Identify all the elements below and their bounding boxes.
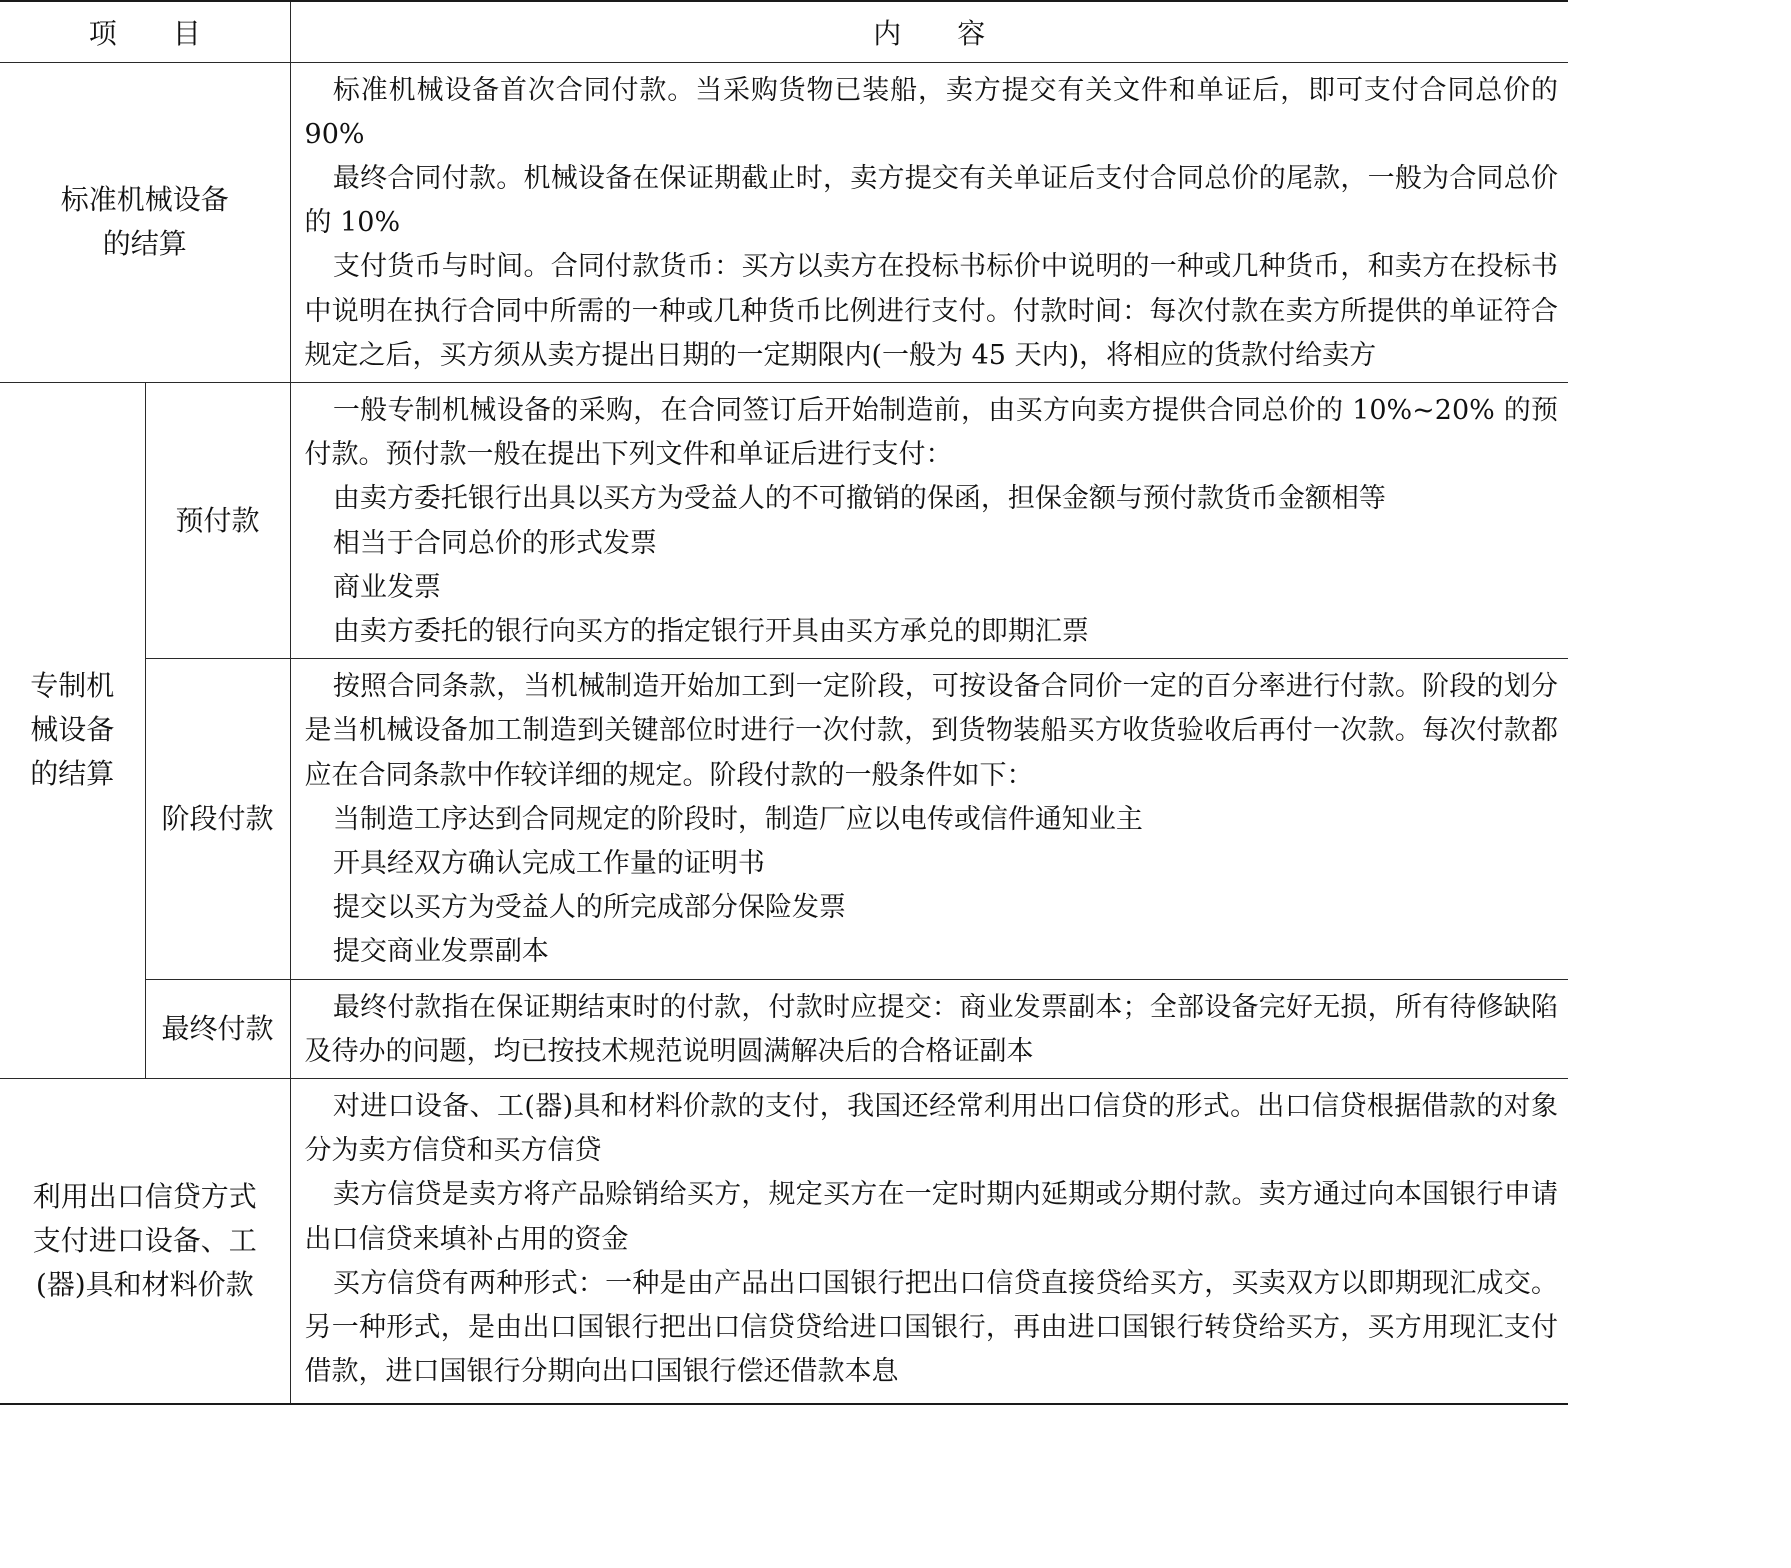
sub-label-stage xyxy=(145,659,290,979)
row-advance xyxy=(0,382,1568,658)
paragraph: 由卖方委托的银行向买方的指定银行开具由买方承兑的即期汇票 xyxy=(332,615,1089,647)
paragraph: 对进口设备、工(器)具和材料价款的支付，我国还经常利用出口信贷的形式。出口信贷根据借款的对象分为卖方信贷和买方信贷 xyxy=(304,1090,1559,1167)
header-item-label: 项 目 xyxy=(88,16,201,50)
content-standard xyxy=(290,62,1568,382)
header-content xyxy=(290,1,1568,62)
label-line: 械设备 xyxy=(30,713,115,747)
paragraph: 当制造工序达到合同规定的阶段时，制造厂应以电传或信件通知业主 xyxy=(332,803,1143,835)
content-export-credit xyxy=(290,1078,1568,1404)
paragraph: 商业发票 xyxy=(332,571,441,603)
label-line: 最终付款 xyxy=(161,1011,274,1045)
label-line: 利用出口信贷方式 xyxy=(32,1180,257,1214)
paragraph: 支付货币与时间。合同付款货币：买方以卖方在投标书标价中说明的一种或几种货币，和卖方在投标书中说明在执行合同中所需的一种或几种货币比例进行支付。付款时间：每次付款在卖方所提供的单证符合规定之后，买方须从卖方提出日期的一定期限内(一般为 45 天内)，将相应的货款付给卖方 xyxy=(304,251,1559,371)
header-item xyxy=(0,1,290,62)
paragraph: 开具经双方确认完成工作量的证明书 xyxy=(332,847,765,879)
row-standard xyxy=(0,62,1568,382)
paragraph: 最终合同付款。机械设备在保证期截止时，卖方提交有关单证后支付合同总价的尾款，一般为合同总价的 10% xyxy=(304,162,1559,239)
paragraph: 卖方信贷是卖方将产品赊销给买方，规定买方在一定时期内延期或分期付款。卖方通过向本国银行申请出口信贷来填补占用的资金 xyxy=(304,1179,1559,1255)
label-line: (器)具和材料价款 xyxy=(35,1268,254,1302)
label-line: 支付进口设备、工 xyxy=(32,1224,257,1258)
paragraph: 相当于合同总价的形式发票 xyxy=(332,527,657,559)
content-advance xyxy=(290,382,1568,658)
header-row xyxy=(0,1,1568,62)
paragraph: 标准机械设备首次合同付款。当采购货物已装船，卖方提交有关文件和单证后，即可支付合同总价的 90% xyxy=(304,74,1559,150)
row-export-credit xyxy=(0,1078,1568,1404)
row-stage xyxy=(0,659,1568,979)
sub-label-advance xyxy=(145,382,290,658)
label-line: 标准机械设备 xyxy=(60,183,229,217)
paragraph: 提交以买方为受益人的所完成部分保险发票 xyxy=(332,892,846,924)
row-label-custom xyxy=(0,382,145,1078)
row-final xyxy=(0,979,1568,1078)
sub-label-final xyxy=(145,979,290,1078)
header-content-label: 内 容 xyxy=(873,16,986,50)
paragraph: 买方信贷有两种形式：一种是由产品出口国银行把出口信贷直接贷给买方，买卖双方以即期现汇成交。另一种形式，是由出口国银行把出口信贷贷给进口国银行，再由进口国银行转贷给买方，买方用现汇支付借款，进口国银行分期向出口国银行偿还借款本息 xyxy=(304,1267,1559,1388)
row-label-standard xyxy=(0,62,290,382)
paragraph: 按照合同条款，当机械制造开始加工到一定阶段，可按设备合同价一定的百分率进行付款。阶段的划分是当机械设备加工制造到关键部位时进行一次付款，到货物装船买方收货验收后再付一次款。每次付款都应在合同条款中作较详细的规定。阶段付款的一般条件如下： xyxy=(304,671,1559,791)
label-line: 预付款 xyxy=(175,503,260,537)
paragraph: 由卖方委托银行出具以买方为受益人的不可撤销的保函，担保金额与预付款货币金额相等 xyxy=(332,483,1386,515)
paragraph: 最终付款指在保证期结束时的付款，付款时应提交：商业发票副本；全部设备完好无损，所有待修缺陷及待办的问题，均已按技术规范说明圆满解决后的合格证副本 xyxy=(304,991,1559,1067)
content-final xyxy=(290,979,1568,1078)
label-line: 的结算 xyxy=(30,757,115,791)
label-line: 的结算 xyxy=(102,227,187,261)
paragraph: 提交商业发票副本 xyxy=(332,936,549,968)
content-stage xyxy=(290,659,1568,979)
paragraph: 一般专制机械设备的采购，在合同签订后开始制造前，由买方向卖方提供合同总价的 10%~20% 的预付款。预付款一般在提出下列文件和单证后进行支付： xyxy=(304,394,1559,471)
row-label-export-credit xyxy=(0,1078,290,1404)
label-line: 阶段付款 xyxy=(161,801,274,835)
label-line: 专制机 xyxy=(30,669,115,703)
